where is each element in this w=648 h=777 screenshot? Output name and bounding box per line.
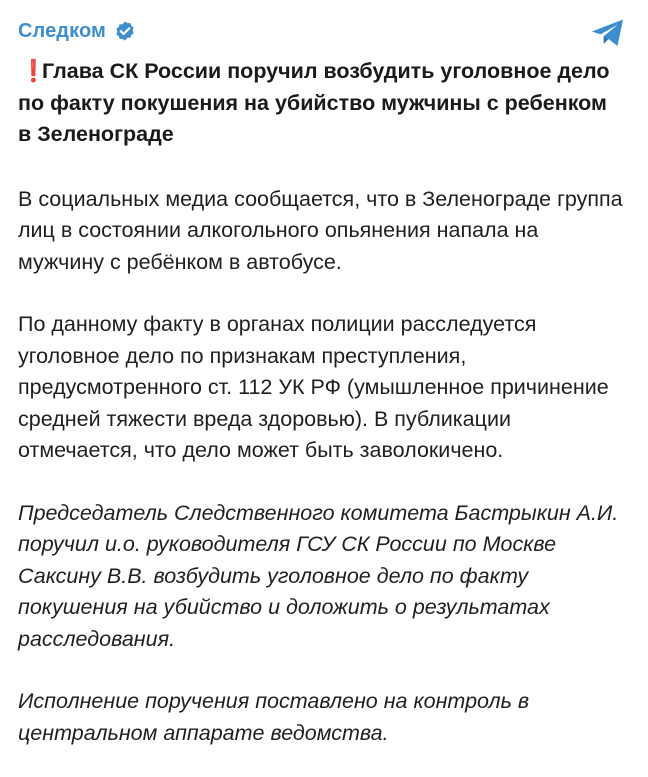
channel-name[interactable]: Следком [18, 19, 106, 42]
post-paragraph-1: В социальных медиа сообщается, что в Зеленограде группа лиц в состоянии алкогольного опьянения напала на мужчину с ребёнком в автобусе. [18, 186, 623, 274]
headline-text: Глава СК России поручил возбудить уголовное дело по факту покушения на убийство мужчины с ребенком в Зеленограде [18, 59, 610, 146]
post-paragraph-4: Исполнение поручения поставлено на контроль в центральном аппарате ведомства. [18, 689, 530, 745]
post-header [18, 14, 626, 48]
post-paragraph-2: По данному факту в органах полиции расследуется уголовное дело по признакам преступления, предусмотренного ст. 112 УК РФ (умышленное причинение средней тяжести вреда здоровью). В публикации отмечается, что дело может быть заволокичено. [18, 312, 609, 462]
exclamation-mark: ❗ [20, 59, 47, 83]
channel-info[interactable] [18, 20, 136, 43]
post-paragraph-3: Председатель Следственного комитета Бастрыкин А.И. поручил и.о. руководителя ГСУ СК России по Москве Саксину В.В. возбудить уголовное дело по факту покушения на убийство и доложить о результатах расследования. [18, 500, 619, 651]
telegram-plane-icon[interactable] [590, 16, 626, 50]
post-headline [18, 56, 626, 151]
verified-check-icon [114, 20, 136, 42]
